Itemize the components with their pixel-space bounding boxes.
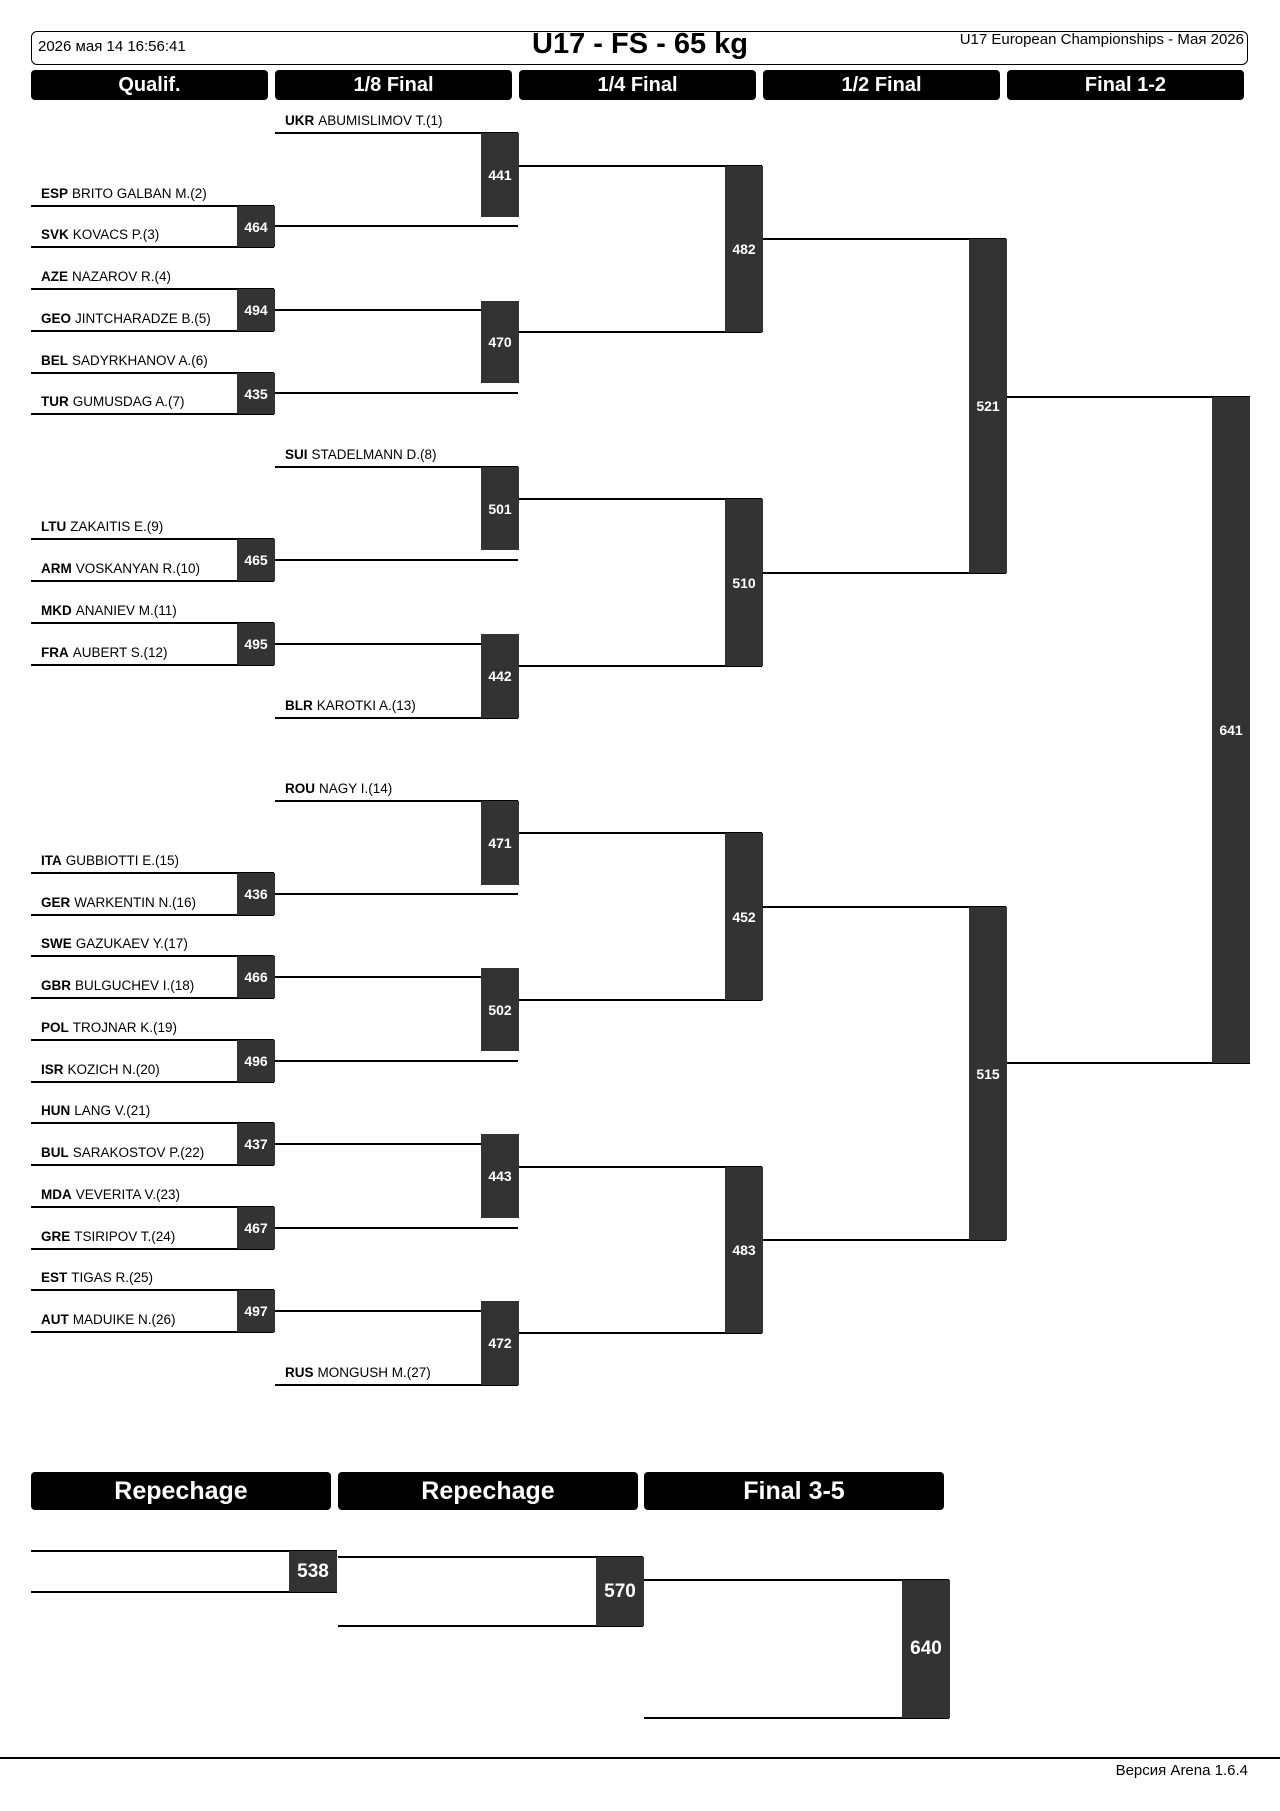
athlete-nation: FRA xyxy=(41,645,69,660)
athlete-entry xyxy=(41,1229,175,1244)
athlete-nation: ROU xyxy=(285,781,315,796)
athlete-nation: AUT xyxy=(41,1312,69,1327)
athlete-entry xyxy=(41,1020,177,1035)
athlete-nation: AZE xyxy=(41,269,68,284)
athlete-nation: MKD xyxy=(41,603,72,618)
bracket-line xyxy=(275,1060,518,1062)
match-box[interactable]: 465 xyxy=(237,539,275,581)
match-box[interactable]: 641 xyxy=(1212,397,1250,1063)
athlete-name: KOVACS P.(3) xyxy=(72,227,160,242)
match-box[interactable]: 442 xyxy=(481,634,519,718)
athlete-nation: ISR xyxy=(41,1062,64,1077)
athlete-entry xyxy=(41,978,194,993)
athlete-entry xyxy=(41,227,159,242)
athlete-nation: GER xyxy=(41,895,71,910)
athlete-entry xyxy=(41,561,200,576)
match-box[interactable]: 640 xyxy=(902,1580,950,1718)
athlete-name: LANG V.(21) xyxy=(74,1103,151,1118)
athlete-name: GUMUSDAG A.(7) xyxy=(72,394,185,409)
match-box[interactable]: 570 xyxy=(596,1557,644,1626)
athlete-entry xyxy=(41,603,177,618)
match-box[interactable]: 466 xyxy=(237,956,275,998)
athlete-name: KAROTKI A.(13) xyxy=(316,698,416,713)
athlete-entry xyxy=(41,269,171,284)
athlete-nation: GBR xyxy=(41,978,71,993)
match-box[interactable]: 494 xyxy=(237,289,275,331)
event-name: U17 European Championships - Мая 2026 xyxy=(959,31,1244,48)
match-box[interactable]: 435 xyxy=(237,373,275,414)
footer-divider xyxy=(0,1757,1280,1759)
round-header-5: Final 1-2 xyxy=(1007,70,1244,100)
athlete-name: VOSKANYAN R.(10) xyxy=(75,561,201,576)
athlete-nation: ESP xyxy=(41,186,69,201)
athlete-nation: GEO xyxy=(41,311,72,326)
athlete-name: BRITO GALBAN M.(2) xyxy=(72,186,207,201)
athlete-entry xyxy=(41,394,185,409)
athlete-name: JINTCHARADZE B.(5) xyxy=(75,311,211,326)
athlete-name: MONGUSH M.(27) xyxy=(317,1365,431,1380)
athlete-nation: EST xyxy=(41,1270,68,1285)
match-box[interactable]: 441 xyxy=(481,133,519,217)
software-version: Версия Arena 1.6.4 xyxy=(1115,1762,1248,1779)
athlete-name: GAZUKAEV Y.(17) xyxy=(75,936,188,951)
match-box[interactable]: 452 xyxy=(725,833,763,1000)
athlete-nation: GRE xyxy=(41,1229,71,1244)
bottom-round-header-2: Repechage xyxy=(338,1472,638,1510)
athlete-name: SARAKOSTOV P.(22) xyxy=(72,1145,205,1160)
athlete-nation: LTU xyxy=(41,519,67,534)
match-box[interactable]: 495 xyxy=(237,623,275,665)
athlete-nation: UKR xyxy=(285,113,315,128)
athlete-entry xyxy=(285,447,437,462)
round-header-1: Qualif. xyxy=(31,70,268,100)
athlete-entry xyxy=(41,186,207,201)
athlete-entry xyxy=(41,519,163,534)
category-title: U17 - FS - 65 kg xyxy=(532,28,748,60)
athlete-entry xyxy=(285,698,416,713)
bracket-line xyxy=(275,225,518,227)
athlete-name: WARKENTIN N.(16) xyxy=(74,895,197,910)
match-box[interactable]: 471 xyxy=(481,801,519,885)
athlete-nation: ARM xyxy=(41,561,72,576)
match-box[interactable]: 515 xyxy=(969,907,1007,1240)
athlete-entry xyxy=(285,781,392,796)
match-box[interactable]: 482 xyxy=(725,166,763,332)
bottom-round-header-3: Final 3-5 xyxy=(644,1472,944,1510)
athlete-nation: BUL xyxy=(41,1145,69,1160)
match-box[interactable]: 472 xyxy=(481,1301,519,1385)
athlete-nation: BLR xyxy=(285,698,313,713)
athlete-entry xyxy=(41,1145,204,1160)
athlete-nation: ITA xyxy=(41,853,62,868)
match-box[interactable]: 436 xyxy=(237,873,275,915)
athlete-name: NAZAROV R.(4) xyxy=(72,269,172,284)
athlete-entry xyxy=(41,853,179,868)
athlete-name: TROJNAR K.(19) xyxy=(72,1020,178,1035)
athlete-nation: SVK xyxy=(41,227,69,242)
athlete-name: NAGY I.(14) xyxy=(319,781,393,796)
print-datetime: 2026 мая 14 16:56:41 xyxy=(38,38,186,55)
athlete-entry xyxy=(41,1062,160,1077)
match-box[interactable]: 483 xyxy=(725,1167,763,1333)
round-header-3: 1/4 Final xyxy=(519,70,756,100)
bottom-round-header-1: Repechage xyxy=(31,1472,331,1510)
athlete-entry xyxy=(285,1365,431,1380)
athlete-nation: BEL xyxy=(41,353,68,368)
athlete-nation: TUR xyxy=(41,394,69,409)
athlete-name: SADYRKHANOV A.(6) xyxy=(72,353,208,368)
match-box[interactable]: 497 xyxy=(237,1290,275,1332)
athlete-entry xyxy=(41,1312,176,1327)
match-box[interactable]: 464 xyxy=(237,206,275,247)
athlete-name: ANANIEV M.(11) xyxy=(75,603,177,618)
match-box[interactable]: 538 xyxy=(289,1551,337,1592)
athlete-nation: HUN xyxy=(41,1103,71,1118)
match-box[interactable]: 443 xyxy=(481,1134,519,1218)
athlete-name: MADUIKE N.(26) xyxy=(72,1312,176,1327)
athlete-entry xyxy=(41,936,188,951)
match-box[interactable]: 467 xyxy=(237,1207,275,1249)
athlete-entry xyxy=(41,353,208,368)
round-header-2: 1/8 Final xyxy=(275,70,512,100)
athlete-name: TSIRIPOV T.(24) xyxy=(74,1229,176,1244)
bracket-line xyxy=(275,559,518,561)
match-box[interactable]: 510 xyxy=(725,499,763,666)
athlete-name: ABUMISLIMOV T.(1) xyxy=(318,113,443,128)
match-box[interactable]: 501 xyxy=(481,467,519,550)
match-box[interactable]: 496 xyxy=(237,1040,275,1082)
athlete-name: GUBBIOTTI E.(15) xyxy=(65,853,180,868)
athlete-name: BULGUCHEV I.(18) xyxy=(75,978,195,993)
athlete-entry xyxy=(41,1187,180,1202)
match-box[interactable]: 521 xyxy=(969,239,1007,573)
athlete-name: KOZICH N.(20) xyxy=(67,1062,160,1077)
athlete-nation: SUI xyxy=(285,447,308,462)
athlete-entry xyxy=(41,1103,150,1118)
match-box[interactable]: 437 xyxy=(237,1123,275,1165)
athlete-entry xyxy=(41,895,196,910)
bracket-line xyxy=(275,893,518,895)
match-box[interactable]: 470 xyxy=(481,301,519,383)
athlete-nation: POL xyxy=(41,1020,69,1035)
athlete-entry xyxy=(41,645,168,660)
athlete-nation: RUS xyxy=(285,1365,314,1380)
round-header-4: 1/2 Final xyxy=(763,70,1000,100)
athlete-nation: SWE xyxy=(41,936,72,951)
athlete-entry xyxy=(41,1270,153,1285)
athlete-name: VEVERITA V.(23) xyxy=(75,1187,181,1202)
bracket-line xyxy=(275,1227,518,1229)
athlete-name: TIGAS R.(25) xyxy=(71,1270,154,1285)
athlete-entry xyxy=(285,113,443,128)
match-box[interactable]: 502 xyxy=(481,968,519,1051)
athlete-name: STADELMANN D.(8) xyxy=(311,447,437,462)
athlete-name: AUBERT S.(12) xyxy=(72,645,168,660)
athlete-entry xyxy=(41,311,211,326)
athlete-name: ZAKAITIS E.(9) xyxy=(70,519,164,534)
athlete-nation: MDA xyxy=(41,1187,72,1202)
bracket-line xyxy=(275,392,518,394)
